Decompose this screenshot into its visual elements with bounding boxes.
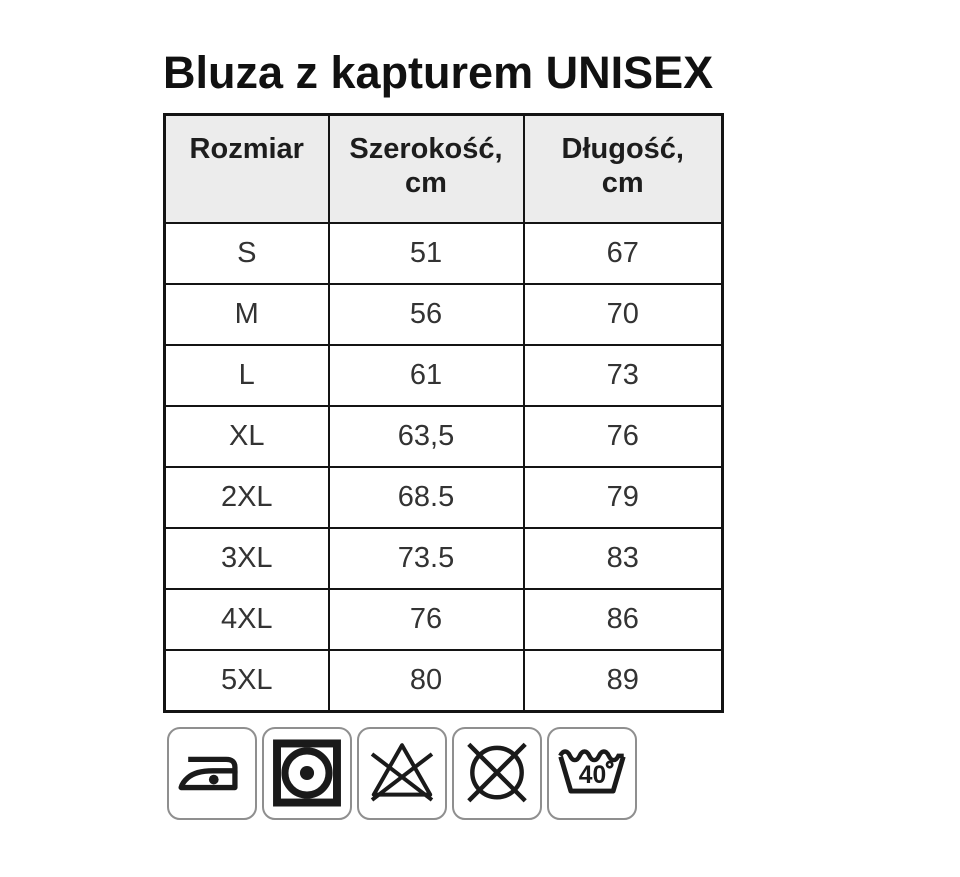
column-header-size [165, 114, 329, 223]
table-row [165, 223, 723, 284]
iron-one-dot-icon [167, 727, 257, 820]
size-cell: 5XL [165, 650, 329, 712]
column-header-line: Długość, [561, 132, 684, 165]
width-cell: 73.5 [329, 528, 524, 589]
length-cell: 70 [524, 284, 723, 345]
length-cell: 67 [524, 223, 723, 284]
size-cell: XL [165, 406, 329, 467]
length-cell: 89 [524, 650, 723, 712]
table-header-row [165, 114, 723, 223]
wash-tub-glyph [552, 732, 632, 814]
column-header-width [329, 114, 524, 223]
iron-glyph [172, 732, 252, 814]
care-icons-row [167, 727, 724, 820]
width-cell: 51 [329, 223, 524, 284]
do-not-bleach-glyph [362, 732, 442, 814]
width-cell: 56 [329, 284, 524, 345]
length-cell: 73 [524, 345, 723, 406]
table-row [165, 467, 723, 528]
wash-temp-label: 40 [578, 762, 607, 790]
page-title: Bluza z kapturem UNISEX [163, 47, 714, 98]
do-not-dry-clean-icon [452, 727, 542, 820]
column-header-line: Szerokość, [349, 132, 503, 165]
tumble-dry-icon [262, 727, 352, 820]
length-cell: 83 [524, 528, 723, 589]
table-row [165, 284, 723, 345]
table-row [165, 528, 723, 589]
size-table [163, 113, 724, 713]
table-row [165, 589, 723, 650]
width-cell: 63,5 [329, 406, 524, 467]
do-not-dry-clean-glyph [457, 732, 537, 814]
column-header-unit: cm [405, 166, 447, 199]
length-cell: 86 [524, 589, 723, 650]
width-cell: 61 [329, 345, 524, 406]
width-cell: 80 [329, 650, 524, 712]
width-cell: 68.5 [329, 467, 524, 528]
table-row [165, 650, 723, 712]
column-header-unit: cm [601, 166, 644, 199]
length-cell: 79 [524, 467, 723, 528]
size-cell: 3XL [165, 528, 329, 589]
size-cell: S [165, 223, 329, 284]
size-cell: 4XL [165, 589, 329, 650]
size-cell: 2XL [165, 467, 329, 528]
column-header-length [524, 114, 723, 223]
table-row [165, 406, 723, 467]
table-row [165, 345, 723, 406]
do-not-bleach-icon [357, 727, 447, 820]
column-header-line: Rozmiar [189, 132, 304, 165]
width-cell: 76 [329, 589, 524, 650]
wash-40-icon [547, 727, 637, 820]
tumble-dry-glyph [267, 732, 347, 814]
size-cell: L [165, 345, 329, 406]
size-chart-content [163, 48, 724, 820]
size-cell: M [165, 284, 329, 345]
length-cell: 76 [524, 406, 723, 467]
